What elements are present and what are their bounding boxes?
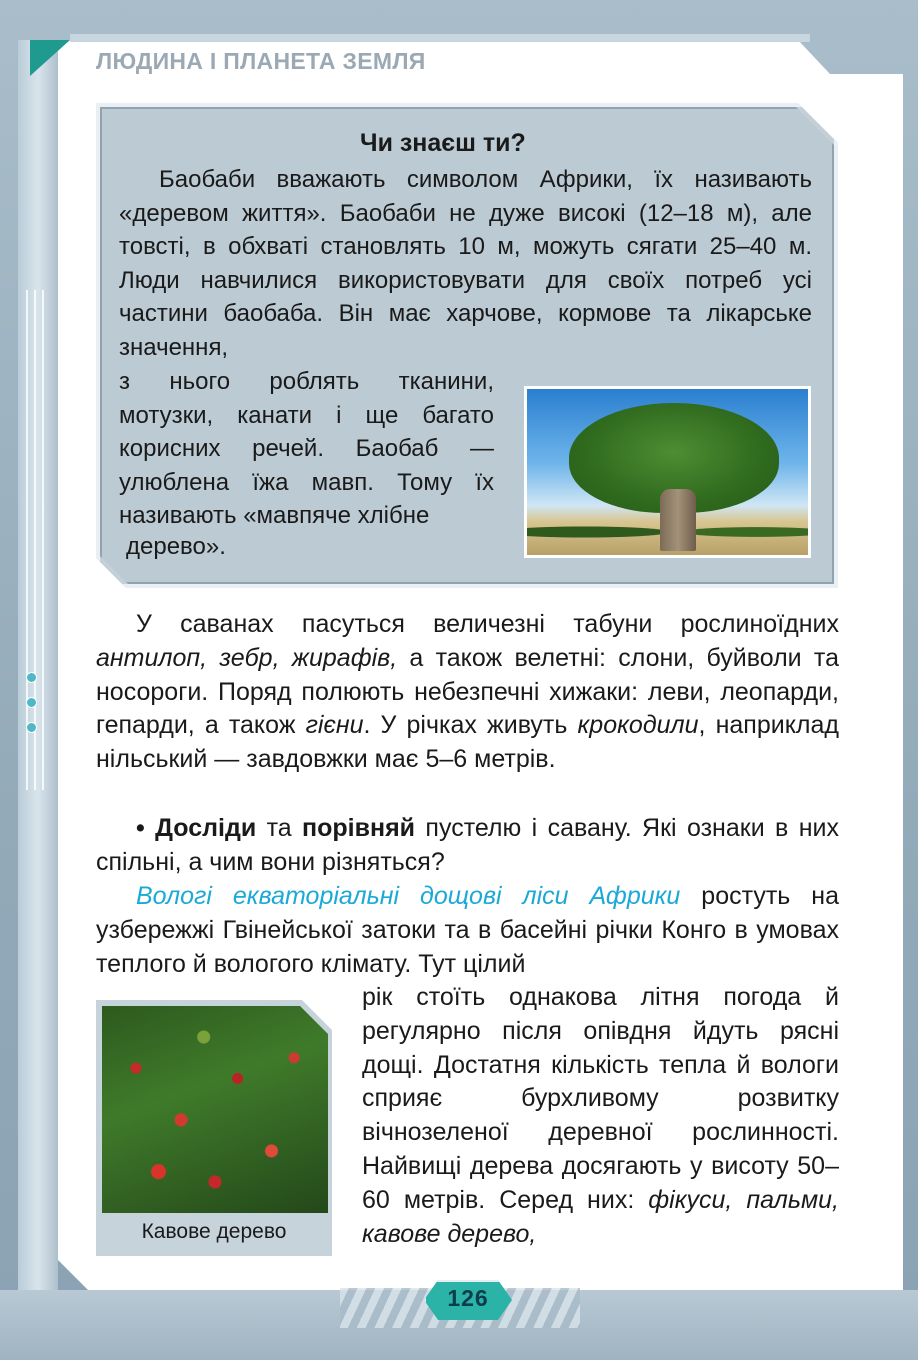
top-rule bbox=[70, 34, 810, 42]
left-decorative-strip bbox=[18, 40, 58, 1290]
paragraph-savanna-animals: У саванах пасуться величезні табуни рослиноїдних антилоп, зебр, жирафів, а також велетні: слони, буйволи та носороги. Поряд полюють небезпечні хижаки: леви, леопарди, гепарди, а також гієни. У річках живуть крокодили, наприклад нільський — завдовжки має 5–6 метрів. bbox=[96, 610, 839, 774]
did-you-know-text-continued: з нього роблять тканини, мотузки, канати і ще багато корисних речей. Баобаб — улюблена їжа мавп. Тому їх називають «мавпяче хлібне bbox=[119, 368, 494, 530]
page-number: 126 bbox=[447, 1285, 489, 1311]
running-header: ЛЮДИНА І ПЛАНЕТА ЗЕМЛЯ bbox=[96, 48, 426, 74]
baobab-image bbox=[524, 386, 811, 558]
paragraph-rainforest: Вологі екваторіальні дощові ліси Африки ростуть на узбережжі Гвінейської затоки та в басейні річки Конго в умовах теплого й вологого клімату. Тут цілий bbox=[96, 882, 839, 978]
coffee-tree-image bbox=[102, 1006, 328, 1213]
dots-decoration bbox=[26, 672, 37, 747]
did-you-know-title: Чи знаєш ти? bbox=[360, 129, 526, 157]
coffee-caption: Кавове дерево bbox=[141, 1220, 287, 1243]
paragraph-rainforest-continued: рік стоїть однакова літня погода й регулярно після опівдня йдуть рясні дощі. Достатня кількість тепла й вологи сприяє бурхливому розвитку вічнозеленої деревної рослинності. Найвищі дерева досягають у висоту 50–60 метрів. Серед них: фікуси, пальми, кавове дерево, bbox=[362, 983, 840, 1248]
paragraph-task: • Досліди та порівняй пустелю і савану. Які ознаки в них спільні, а чим вони різняться? bbox=[96, 814, 839, 876]
did-you-know-text: Баобаби вважають символом Африки, їх називають «деревом життя». Баобаби не дуже високі (12–18 м), але товсті, в обхваті становлять 10 м, можуть сягати 25–40 м. Люди навчилися використовувати для своїх потреб усі частини баобаба. Він має харчове, кормове та лікарське значення, bbox=[119, 166, 812, 361]
did-you-know-text-end: дерево». bbox=[126, 533, 226, 560]
